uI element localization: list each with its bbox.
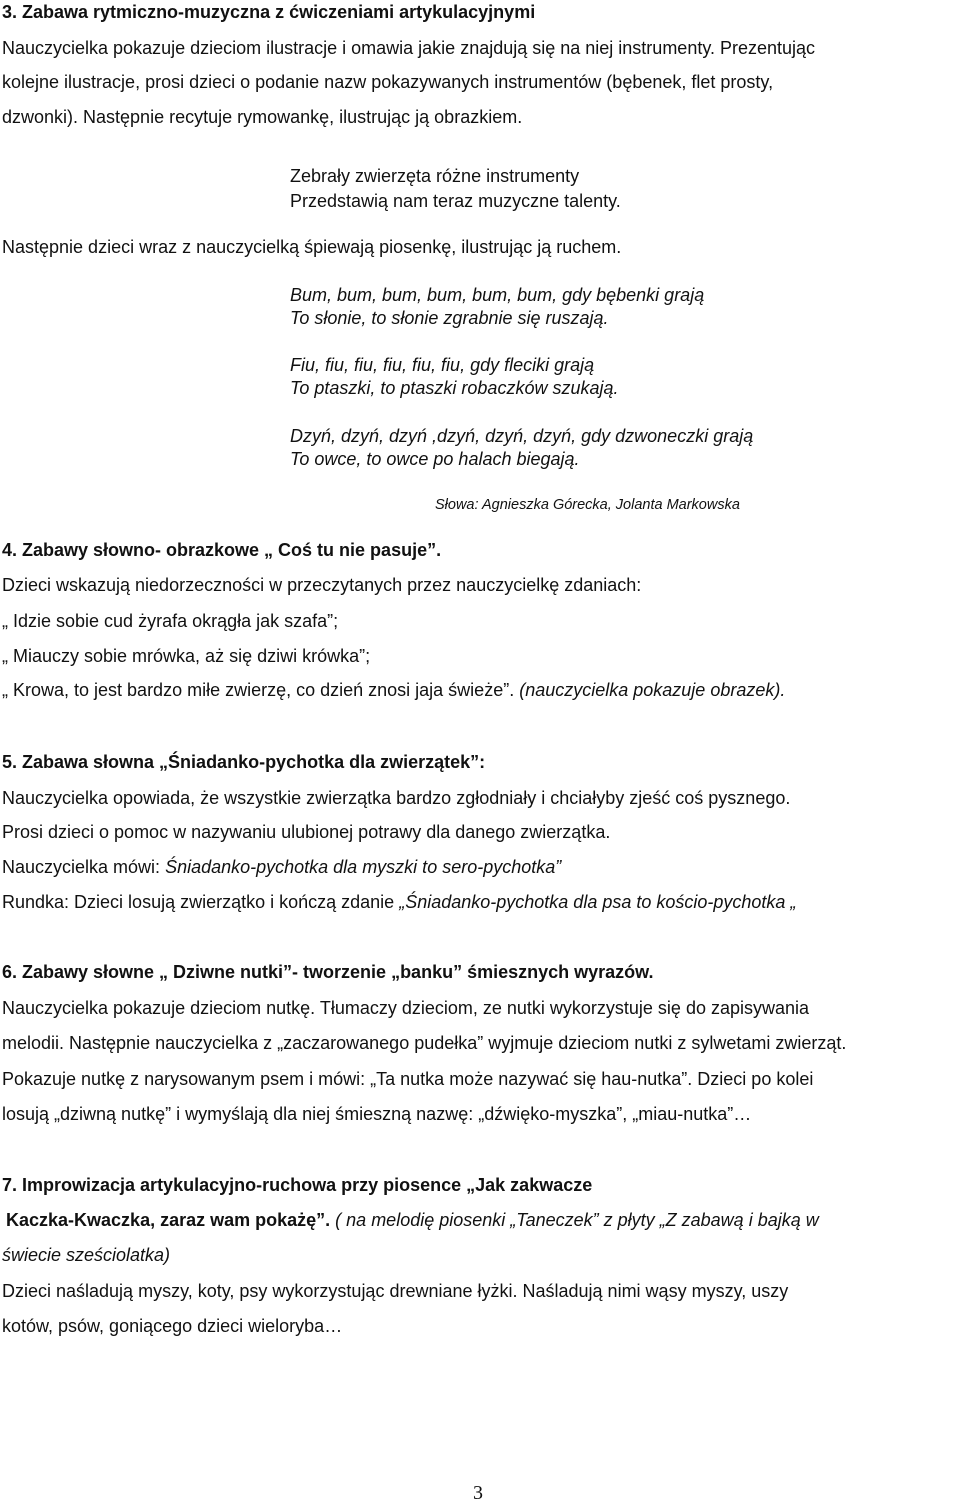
section-3-paragraph-line: Nauczycielka pokazuje dzieciom ilustracje i omawia jakie znajdują się na niej instrumenty. Prezentując [2,38,816,58]
section-3-paragraph-line: kolejne ilustracje, prosi dzieci o podanie nazw pokazywanych instrumentów (bębenek, flet prosty, [2,72,774,92]
song-line: To słonie, to słonie zgrabnie się ruszają. [290,308,609,328]
section-5-heading: 5. Zabawa słowna „Śniadanko-pychotka dla zwierzątek”: [2,752,486,772]
song-line: To owce, to owce po halach biegają. [290,449,580,469]
section-7-heading-continued: Kaczka-Kwaczka, zaraz wam pokażę”. [6,1210,331,1230]
song-line: Bum, bum, bum, bum, bum, bum, gdy bębenki grają [290,285,705,305]
melody-note: ( na melodię piosenki „Taneczek” z płyty „Z zabawą i bajką w [335,1210,819,1230]
song-line: To ptaszki, to ptaszki robaczków szukają. [290,378,619,398]
section-5-paragraph-line: Prosi dzieci o pomoc w nazywaniu ulubionej potrawy dla danego zwierzątka. [2,822,611,842]
section-3-paragraph-line: Następnie dzieci wraz z nauczycielką śpiewają piosenkę, ilustrując ją ruchem. [2,237,622,257]
melody-note: świecie sześciolatka) [2,1245,171,1265]
section-5-paragraph-line: Nauczycielka opowiada, że wszystkie zwierzątka bardzo zgłodniały i chciałyby zjeść coś pysznego. [2,788,791,808]
section-5-paragraph-line [2,891,796,913]
section-4-paragraph-line: Dzieci wskazują niedorzeczności w przeczytanych przez nauczycielkę zdaniach: [2,575,642,595]
section-6-paragraph-line: Nauczycielka pokazuje dzieciom nutkę. Tłumaczy dzieciom, ze nutki wykorzystuje się do zapisywania [2,998,810,1018]
example-phrase: „Śniadanko-pychotka dla psa to kościo-pychotka „ [399,892,797,912]
teacher-note: (nauczycielka pokazuje obrazek). [519,680,786,700]
song-credit: Słowa: Agnieszka Górecka, Jolanta Markowska [435,497,740,513]
round-instruction: Rundka: Dzieci losują zwierzątko i kończą zdanie [2,892,395,912]
section-4-heading: 4. Zabawy słowno- obrazkowe „ Coś tu nie pasuje”. [2,540,442,560]
section-7-heading: 7. Improwizacja artykulacyjno-ruchowa przy piosence „Jak zakwacze [2,1175,593,1195]
example-phrase: Śniadanko-pychotka dla myszki to sero-pychotka” [165,857,562,877]
teacher-says-label: Nauczycielka mówi: [2,857,161,877]
section-7-paragraph-line: Dzieci naśladują myszy, koty, psy wykorzystując drewniane łyżki. Naśladują nimi wąsy myszy, uszy [2,1281,789,1301]
rhyme-line: Przedstawią nam teraz muzyczne talenty. [290,191,621,211]
section-5-paragraph-line [2,856,561,878]
section-6-paragraph-line: Pokazuje nutkę z narysowanym psem i mówi: „Ta nutka może nazywać się hau-nutka”. Dzieci po kolei [2,1069,814,1089]
section-6-paragraph-line: losują „dziwną nutkę” i wymyślają dla niej śmieszną nazwę: „dźwięko-myszka”, „miau-nutka”… [2,1104,752,1124]
page-number: 3 [473,1482,483,1504]
section-3-paragraph-line: dzwonki). Następnie recytuje rymowankę, ilustrując ją obrazkiem. [2,107,523,127]
song-line: Dzyń, dzyń, dzyń ,dzyń, dzyń, dzyń, gdy dzwoneczki grają [290,426,754,446]
nonsense-sentence: „ Idzie sobie cud żyrafa okrągła jak szafa”; [2,611,339,631]
song-line: Fiu, fiu, fiu, fiu, fiu, fiu, gdy fleciki grają [290,355,595,375]
section-7-heading-line [6,1209,819,1231]
nonsense-sentence: „ Krowa, to jest bardzo miłe zwierzę, co dzień znosi jaja świeże”. [2,680,515,700]
nonsense-sentence-line [2,679,785,701]
section-6-paragraph-line: melodii. Następnie nauczycielka z „zaczarowanego pudełka” wyjmuje dzieciom nutki z sylwetami zwierząt. [2,1033,847,1053]
nonsense-sentence: „ Miauczy sobie mrówka, aż się dziwi krówka”; [2,646,371,666]
section-6-heading: 6. Zabawy słowne „ Dziwne nutki”- tworzenie „banku” śmiesznych wyrazów. [2,962,654,982]
section-3-heading: 3. Zabawa rytmiczno-muzyczna z ćwiczeniami artykulacyjnymi [2,2,536,22]
rhyme-line: Zebrały zwierzęta różne instrumenty [290,166,580,186]
section-7-paragraph-line: kotów, psów, goniącego dzieci wieloryba… [2,1316,343,1336]
